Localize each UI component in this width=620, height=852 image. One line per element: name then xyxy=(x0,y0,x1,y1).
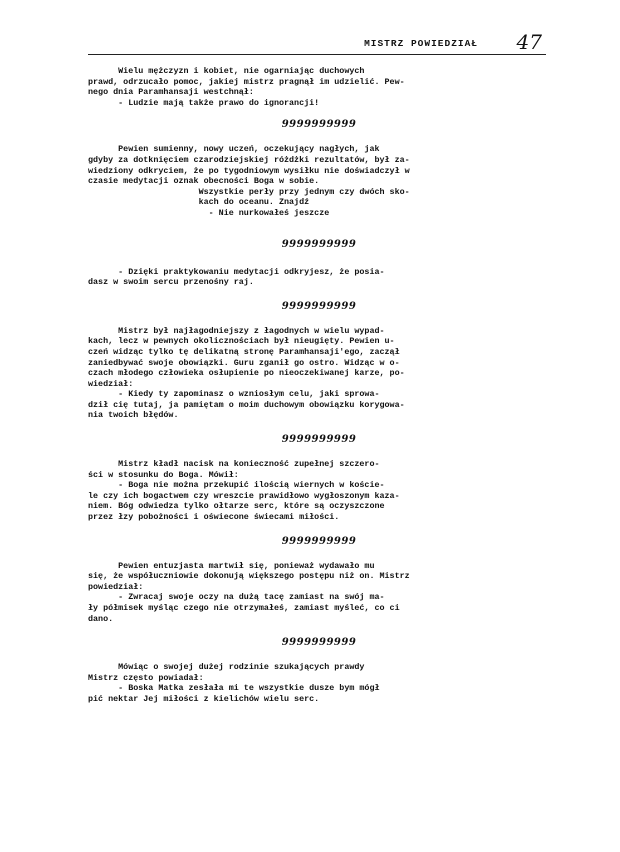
text-line: - Nie nurkowałeś jeszcze xyxy=(88,207,330,218)
text-line: wiedziony odkryciem, że po tygodniowym wysiłku nie doświadczył w xyxy=(88,165,410,176)
text-line: czach młodego człowieka osłupienie po nieoczekiwanej karze, po- xyxy=(88,368,405,379)
text-line: się, że współuczniowie dokonują większego postępu niż on. Mistrz xyxy=(88,571,410,582)
paragraph-4 xyxy=(88,326,550,421)
page-number: 47 xyxy=(516,30,542,54)
text-line: Mówiąc o swojej dużej rodzinie szukających prawdy xyxy=(88,662,365,673)
paragraph-5 xyxy=(88,459,550,523)
text-line: - Kiedy ty zapominasz o wzniosłym celu, jaki sprowa- xyxy=(88,389,380,400)
text-line: powiedział: xyxy=(88,581,144,592)
section-separator: 9999999999 xyxy=(281,535,357,547)
paragraph-1 xyxy=(88,66,550,108)
text-line: dził cię tutaj, ja pamiętam o moim duchowym obowiązku korygowa- xyxy=(88,399,405,410)
text-line: dasz w swoim sercu przenośny raj. xyxy=(88,277,254,288)
paragraph-3 xyxy=(88,267,550,288)
text-line: Wielu mężczyzn i kobiet, nie ogarniając duchowych xyxy=(88,66,365,76)
paragraph-7 xyxy=(88,662,550,704)
text-line: kach, lecz w pewnych okolicznościach był nieugięty. Pewien u- xyxy=(88,336,395,347)
section-separator: 9999999999 xyxy=(281,637,357,649)
text-line: czeń widząc tylko tę delikatną stronę Paramhansaji'ego, zaczął xyxy=(88,346,400,357)
text-line: Pewien entuzjasta martwił się, ponieważ wydawało mu xyxy=(88,560,375,571)
text-line: nia twoich błędów. xyxy=(88,410,179,421)
text-line: Mistrz kładł nacisk na konieczność zupełnej szczero- xyxy=(88,459,380,470)
text-line: zaniedbywać swoje obowiązki. Guru zganił go ostro. Widząc w o- xyxy=(88,357,400,368)
text-line: prawd, odrzucało pomoc, jakiej mistrz pragnął im udzielić. Pew- xyxy=(88,76,405,87)
text-line: le czy ich bogactwem czy wreszcie prawidłowo wygłoszonym kaza- xyxy=(88,490,400,501)
section-separator: 9999999999 xyxy=(281,300,357,312)
text-line: Mistrz był najłagodniejszy z łagodnych w wielu wypad- xyxy=(88,325,385,336)
page-content xyxy=(88,66,550,705)
text-line: nego dnia Paramhansaji westchnął: xyxy=(88,87,254,98)
page-header xyxy=(88,32,546,58)
section-separator: 9999999999 xyxy=(281,434,357,446)
section-separator: 9999999999 xyxy=(281,119,357,131)
text-line: - Zwracaj swoje oczy na dużą tacę zamiast na swój ma- xyxy=(88,592,385,603)
text-line: niem. Bóg odwiedza tylko ołtarze serc, które są oczyszczone xyxy=(88,501,385,512)
paragraph-2 xyxy=(88,144,550,218)
text-line: kach do oceanu. Znajdź xyxy=(88,197,310,208)
section-separator: 9999999999 xyxy=(281,238,357,250)
running-title: MISTRZ POWIEDZIAŁ xyxy=(364,38,478,49)
header-rule xyxy=(88,54,546,55)
text-line: wiedział: xyxy=(88,378,134,389)
text-line: ści w stosunku do Boga. Mówił: xyxy=(88,469,239,480)
text-line: - Boska Matka zesłała mi te wszystkie dusze bym mógł xyxy=(88,683,380,694)
text-line: - Dzięki praktykowaniu medytacji odkryjesz, że posia- xyxy=(88,266,385,277)
paragraph-6 xyxy=(88,561,550,625)
text-line: czasie medytacji oznak obecności Boga w sobie. xyxy=(88,176,320,187)
text-line: Mistrz często powiadał: xyxy=(88,672,204,683)
text-line: - Ludzie mają także prawo do ignorancji! xyxy=(88,97,320,108)
text-line: ły półmisek myśląc czego nie otrzymałeś, zamiast myśleć, co ci xyxy=(88,603,400,613)
text-line: przez łzy pobożności i oświecone świecami miłości. xyxy=(88,512,340,523)
text-line: gdyby za dotknięciem czarodziejskiej różdżki rezultatów, był za- xyxy=(88,154,410,165)
text-line: Pewien sumienny, nowy uczeń, oczekujący nagłych, jak xyxy=(88,144,380,155)
text-line: Wszystkie perły przy jednym czy dwóch sko- xyxy=(88,186,410,197)
text-line: pić nektar Jej miłości z kielichów wielu serc. xyxy=(88,693,320,704)
text-line: dano. xyxy=(88,613,114,624)
text-line: - Boga nie można przekupić ilością wiernych w koście- xyxy=(88,480,385,491)
